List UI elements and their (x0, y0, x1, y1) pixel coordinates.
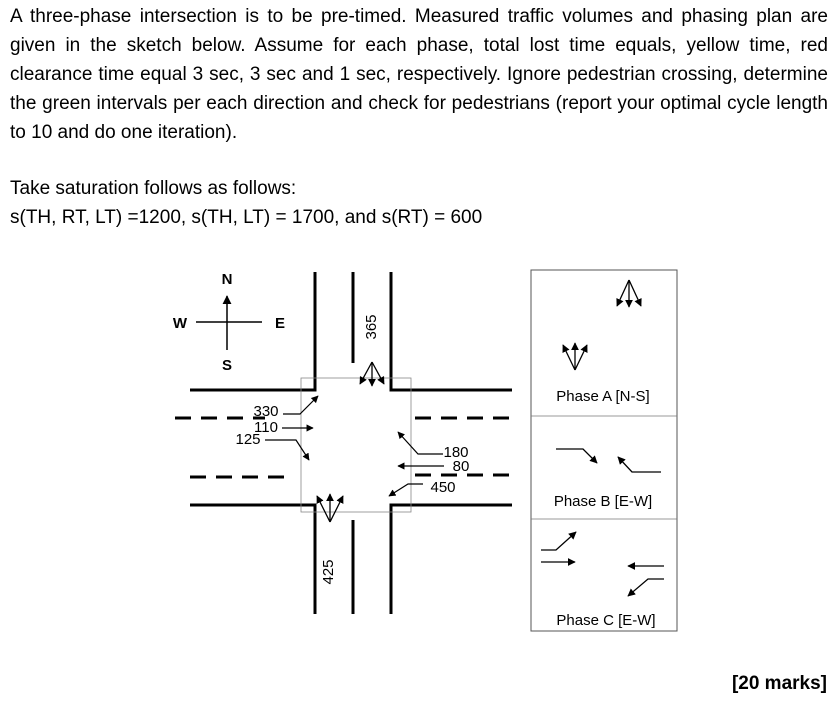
volume-eastbound-right: 125 (235, 431, 261, 448)
southbound-arrows (360, 362, 384, 386)
phase-b-label: Phase B [E-W] (553, 493, 653, 510)
phase-a-label: Phase A [N-S] (556, 388, 650, 405)
volume-northbound: 425 (320, 559, 337, 585)
saturation-values: s(TH, RT, LT) =1200, s(TH, LT) = 1700, and s(RT) = 600 (10, 207, 483, 228)
marks-label: [20 marks] (731, 673, 827, 694)
compass-east: E (274, 315, 286, 332)
question-paragraph: A three-phase intersection is to be pre-timed. Measured traffic volumes and phasing plan are given in the sketch below. Assume for each phase, total lost time equals, yellow time, red clearance time equal 3 sec, 3 sec and 1 sec, respectively. Ignore pedestrian crossing, determine the green intervals per each direction and check for pedestrians (report your optimal cycle length to 10 and do one iteration). (10, 6, 828, 143)
volume-eastbound-through: 110 (254, 419, 278, 436)
compass-south: S (221, 357, 233, 374)
volume-westbound-right: 180 (443, 444, 469, 461)
volume-westbound-left: 450 (430, 479, 456, 496)
phase-c-movements (541, 532, 664, 596)
phase-b-movements (556, 449, 661, 472)
compass-north: N (221, 271, 233, 288)
volume-eastbound-left: 330 (253, 403, 279, 420)
northbound-arrows (317, 494, 343, 522)
phase-a-movements (563, 280, 641, 370)
compass-west: W (172, 315, 188, 332)
volume-westbound-through: 80 (452, 458, 470, 475)
phase-c-label: Phase C [E-W] (556, 612, 656, 629)
phase-panel (531, 270, 677, 631)
volume-southbound: 365 (363, 314, 380, 340)
saturation-intro: Take saturation follows as follows: (10, 178, 297, 199)
compass (196, 296, 262, 350)
